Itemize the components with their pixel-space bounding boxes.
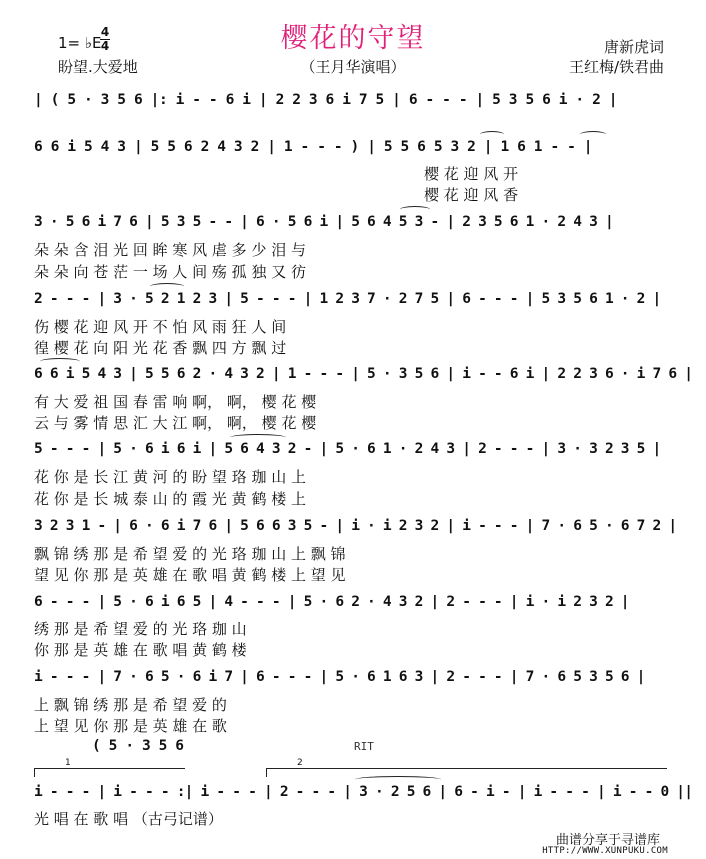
lyric-line-7a: 飘 锦 绣 那 是 希 望 爱 的 光 珞 珈 山 上 飘 锦: [34, 545, 346, 563]
lyric-line-6a: 花 你 是 长 江 黄 河 的 盼 望 珞 珈 山 上: [34, 468, 306, 486]
time-bottom: 4: [100, 39, 110, 53]
notation-system-8: 6 - - - | 5 · 6 i 6 5 | 4 - - - | 5 · 6 2 · 4 3 2 | 2 - - - | i · i 2 3 2 |: [34, 594, 629, 610]
notation-system-6: 5 - - - | 5 · 6 i 6 i | 5 6 4 3 2 - | 5 · 6 1 · 2 4 3 | 2 - - - | 3 · 3 2 3 5 |: [34, 441, 661, 457]
lyric-line-final: 光 唱 在 歌 唱 （古弓记谱）: [34, 810, 223, 828]
lyric-line-7b: 望 见 你 那 是 英 雄 在 歌 唱 黄 鹤 楼 上 望 见: [34, 566, 346, 584]
slur-mark: [230, 434, 286, 441]
notation-system-3: 3 · 5 6 i 7 6 | 5 3 5 - - | 6 · 5 6 i | 5 6 4 5 3 - | 2 3 5 6 1 · 2 4 3 |: [34, 214, 613, 230]
lyric-line-9a: 上 飘 锦 绣 那 是 希 望 爱 的: [34, 696, 227, 714]
share-watermark: 曲谱分享于寻谱库: [555, 833, 660, 848]
first-ending-number: 1: [65, 758, 71, 768]
lyric-line-4b: 徨 樱 花 向 阳 光 花 香 飘 四 方 飘 过: [34, 339, 287, 357]
key-signature: 1= ♭E: [58, 34, 102, 52]
performer: （王月华演唱）: [300, 58, 406, 76]
lyric-line-3b: 朵 朵 向 苍 茫 一 场 人 间 殇 孤 独 又 彷: [34, 263, 306, 281]
second-ending-bracket: [266, 758, 667, 777]
notation-system-2: 6 6 i 5 4 3 | 5 5 6 2 4 3 2 | 1 - - - ) | 5 5 6 5 3 2 | 1 6 1 - - |: [34, 139, 593, 155]
lyric-line-2b: 樱 花 迎 风 香: [424, 186, 519, 204]
time-signature: [100, 26, 110, 52]
notation-system-1: | ( 5 · 3 5 6 |: i - - 6 i | 2 2 3 6 i 7 5 | 6 - - - | 5 3 5 6 i · 2 |: [34, 92, 618, 108]
notation-system-9: i - - - | 7 · 6 5 · 6 i 7 | 6 - - - | 5 · 6 1 6 3 | 2 - - - | 7 · 6 5 3 5 6 |: [34, 669, 645, 685]
notation-system-4: 2 - - - | 3 · 5 2 1 2 3 | 5 - - - | 1 2 3 7 · 2 7 5 | 6 - - - | 5 3 5 6 1 · 2 |: [34, 291, 661, 307]
second-ending-number: 2: [297, 758, 303, 768]
song-title: 樱花的守望: [280, 23, 426, 54]
lyric-line-8b: 你 那 是 英 雄 在 歌 唱 黄 鹤 楼: [34, 641, 247, 659]
slur-mark: [580, 131, 606, 138]
slur-mark: [150, 283, 184, 290]
notation-system-5: 6 6 i 5 4 3 | 5 5 6 2 · 4 3 2 | 1 - - - | 5 · 3 5 6 | i - - 6 i | 2 2 3 6 · i 7 6 |: [34, 366, 693, 382]
notation-system-7: 3 2 3 1 - | 6 · 6 i 7 6 | 5 6 6 3 5 - | i · i 2 3 2 | i - - - | 7 · 6 5 · 6 7 2 |: [34, 518, 677, 534]
slur-mark: [400, 206, 430, 213]
lyric-line-2a: 樱 花 迎 风 开: [424, 165, 519, 183]
slur-mark: [40, 358, 80, 365]
slur-mark: [355, 776, 441, 783]
lyric-line-5b: 云 与 雾 情 思 汇 大 江 啊， 啊， 樱 花 樱: [34, 414, 317, 432]
first-ending-bracket: [34, 758, 185, 777]
ritardando-mark: RIT: [354, 740, 374, 753]
lyricist-credit: 唐新虎词: [603, 38, 664, 56]
slur-mark: [480, 131, 504, 138]
time-top: 4: [100, 25, 110, 39]
lyric-line-9b: 上 望 见 你 那 是 英 雄 在 歌: [34, 717, 227, 735]
lyric-line-8a: 绣 那 是 希 望 爱 的 光 珞 珈 山: [34, 620, 247, 638]
lyric-line-5a: 有 大 爱 祖 国 春 雷 响 啊， 啊， 樱 花 樱: [34, 393, 317, 411]
source-url: HTTP://WWW.XUNPUKU.COM: [542, 846, 668, 856]
composer-credit: 王红梅/铁君曲: [568, 58, 664, 76]
lyric-line-3a: 朵 朵 含 泪 光 回 眸 寒 风 虐 多 少 泪 与: [34, 241, 306, 259]
tempo-expression: 盼望.大爱地: [58, 58, 138, 76]
lyric-line-4a: 伤 樱 花 迎 风 开 不 怕 风 雨 狂 人 间: [34, 318, 287, 336]
lyric-line-6b: 花 你 是 长 城 泰 山 的 霞 光 黄 鹤 楼 上: [34, 490, 306, 508]
interlude-notes: ( 5 · 3 5 6: [92, 738, 184, 754]
notation-system-final: i - - - | i - - - :| i - - - | 2 - - - | 3 · 2 5 6 | 6 - i - | i - - - | i - - 0 ||: [34, 784, 693, 800]
